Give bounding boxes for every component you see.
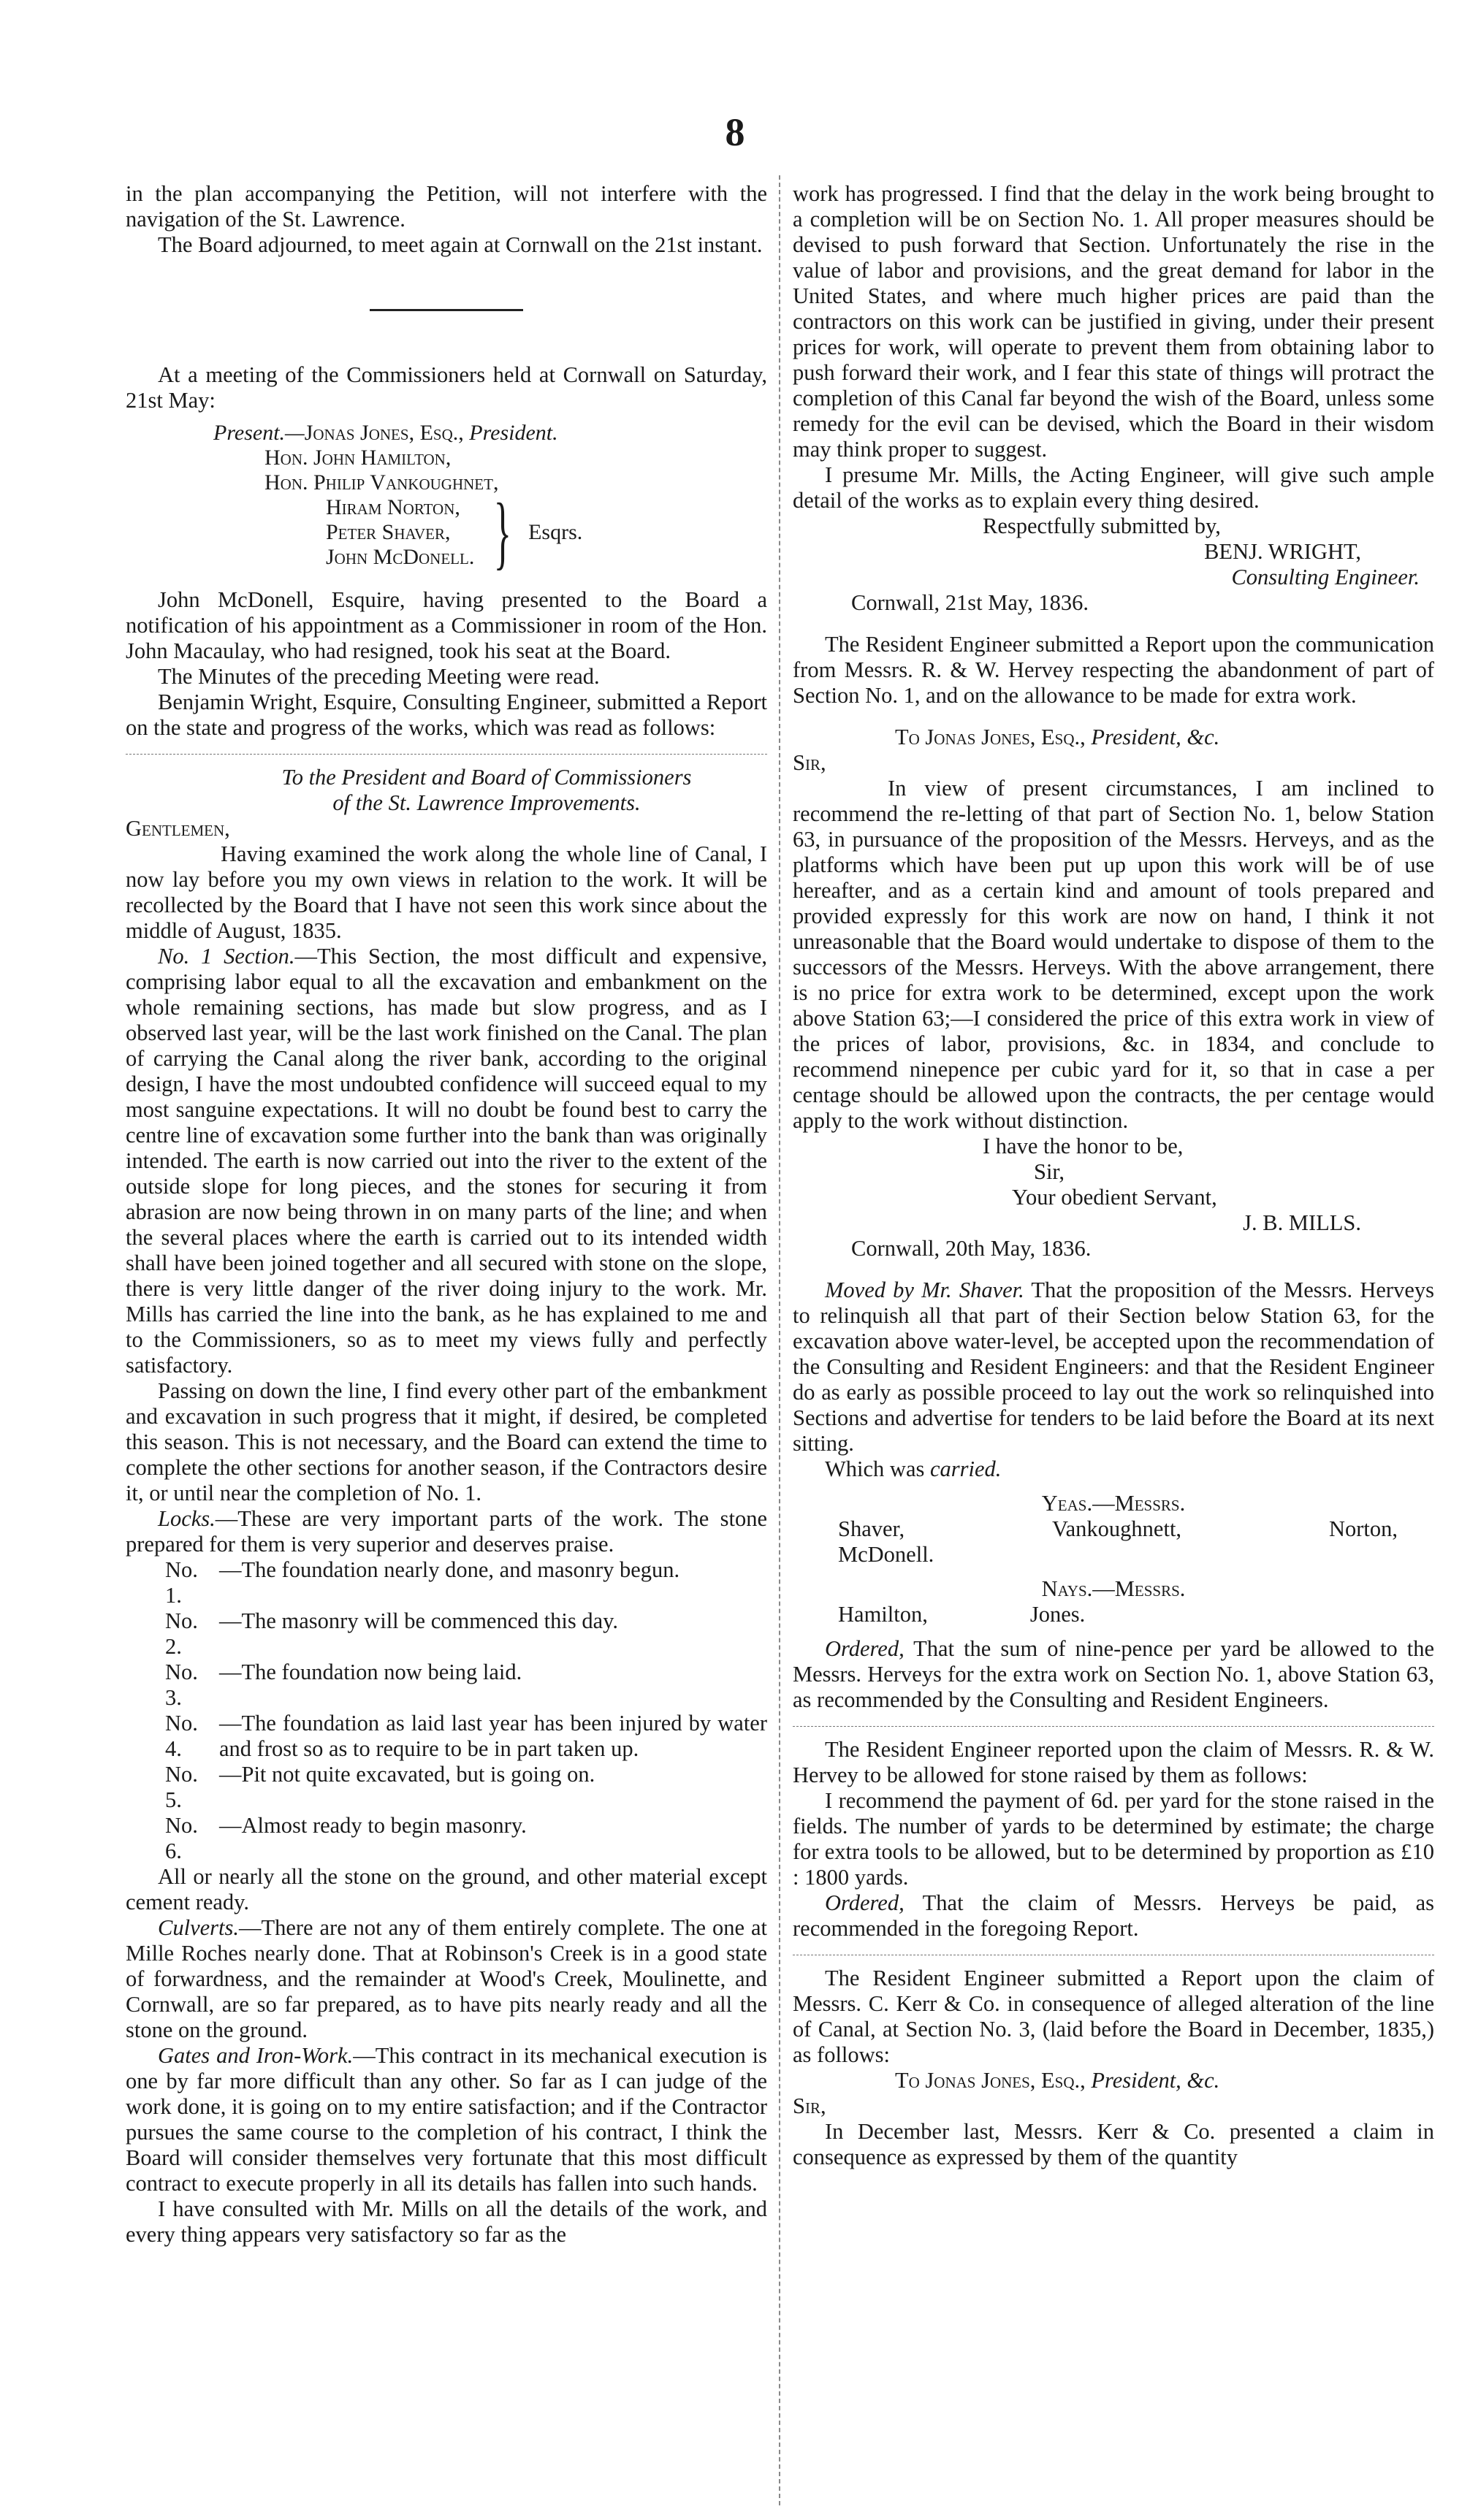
lock-number: No. 1. [165, 1557, 198, 1608]
date-line: Cornwall, 20th May, 1836. [851, 1236, 1092, 1261]
yeas-names [793, 1516, 1434, 1542]
member-name: Hon. Philip Vankoughnet, [264, 470, 499, 495]
signature-name: J. B. MILLS. [1243, 1210, 1361, 1235]
paragraph: In view of present circumstances, I am inclined to recommend the re-letting of that part of Section No. 1, below Station 63, in pursuance of the proposition of the Messrs. Herveys, and as the platforms which have been put up upon this work will be of use hereafter, and as a certain kind and amount of tools prepared and provided expressly for this work are now on hand, I think it not unreasonable that the Board would undertake to dispose of them to the successors of the Messrs. Herveys. With the above arrangement, there is no price for extra work to be determined, except upon the work above Station 63;—I considered the price of this extra work in view of the prices of labor, provisions, &c. in 1834, and conclude to recommend ninepence per cubic yard for it, so that in case a per centage should be allowed upon the contracts, the per centage would apply to the work without distinction. [793, 776, 1434, 1133]
paragraph: In December last, Messrs. Kerr & Co. presented a claim in consequence as expressed by them of the quantity [793, 2119, 1434, 2169]
paragraph: The Resident Engineer reported upon the claim of Messrs. R. & W. Hervey to be allowed for stone raised by them as follows: [793, 1737, 1434, 1787]
paragraph: I recommend the payment of 6d. per yard for the stone raised in the fields. The number of yards to be determined by estimate; the charge for extra tools to be allowed, but to be determined by proportion as £10 : 1800 yards. [793, 1788, 1434, 1890]
president-name: Jonas Jones, Esq., [304, 421, 470, 445]
list-item [165, 1557, 767, 1608]
salutation: Gentlemen, [126, 816, 230, 841]
list-item [165, 1660, 767, 1711]
voter-name: Vankoughnett, [1052, 1516, 1182, 1541]
paragraph: —These are very important parts of the work. The stone prepared for them is very superior and deserves praise. [126, 1506, 767, 1557]
lock-status: —The foundation now being laid. [219, 1660, 522, 1684]
closing-line: I have the honor to be, [983, 1134, 1184, 1158]
paragraph: That the sum of nine-pence per yard be allowed to the Messrs. Herveys for the extra work on Section No. 1, above Station 63, as recommended by the Consulting and Resident Engineers. [793, 1636, 1434, 1712]
addressee-title: President, &c. [1091, 725, 1220, 749]
voter-name: McDonell. [838, 1542, 934, 1567]
lock-number: No. 5. [165, 1762, 198, 1812]
page-number: 8 [725, 110, 745, 154]
paragraph: Benjamin Wright, Esquire, Consulting Engineer, submitted a Report on the state and progress of the works, which was read as follows: [126, 690, 767, 740]
president-title: President. [469, 421, 558, 445]
nays-names [793, 1602, 1434, 1627]
nays-header: Nays.—Messrs. [1041, 1576, 1186, 1601]
list-item [165, 1813, 767, 1864]
paragraph: I have consulted with Mr. Mills on all the details of the work, and every thing appears very satisfactory so far as the [126, 2196, 767, 2247]
salutation: Sir, [793, 750, 826, 775]
moved-label: Moved by Mr. Shaver. [825, 1278, 1024, 1302]
section-rule [370, 309, 523, 311]
carried-label: carried. [929, 1456, 1002, 1481]
gates-label: Gates and Iron-Work. [158, 2043, 354, 2068]
vote-nays [793, 1576, 1434, 1627]
list-item [165, 1711, 767, 1762]
lock-status: —Almost ready to begin masonry. [219, 1813, 527, 1838]
voter-name: Hamilton, [838, 1602, 928, 1627]
section-label: No. 1 Section. [158, 944, 295, 969]
closing-line: Your obedient Servant, [1012, 1185, 1217, 1210]
brace-symbol: } [494, 487, 512, 578]
present-label: Present.— [213, 421, 305, 445]
member-name: Hiram Norton, [326, 495, 460, 519]
member-name: Hon. John Hamilton, [264, 446, 452, 470]
list-item [165, 1608, 767, 1660]
locks-list [126, 1557, 767, 1864]
addressee-name: To Jonas Jones, Esq., [895, 2068, 1092, 2093]
present-list [213, 421, 767, 578]
right-column [793, 181, 1434, 2170]
ordered-label: Ordered, [825, 1890, 905, 1915]
paragraph: Having examined the work along the whole line of Canal, I now lay before you my own views in relation to the work. It will be recollected by the Board that I have not seen this work since about the middle of August, 1835. [126, 841, 767, 943]
lock-number: No. 2. [165, 1608, 198, 1659]
paragraph: work has progressed. I find that the delay in the work being brought to a completion will be on Section No. 1. All proper measures should be devised to push forward that Section. Unfortunately the rise in the value of labor and provisions, and the great demand for labor in the United States, and where much higher prices are paid than the contractors on this work can be justified in giving, under their present prices for work, will operate to prevent them from obtaining labor to push forward their work, and I fear this state of things will protract the completion of this Canal far beyond the wish of the Board, unless some remedy for the evil can be devised, which the Board in their wisdom may think proper to suggest. [793, 181, 1434, 462]
lock-number: No. 3. [165, 1660, 198, 1710]
vote-yeas [793, 1491, 1434, 1568]
signature-name: BENJ. WRIGHT, [1204, 539, 1361, 564]
member-name: Peter Shaver, [326, 520, 451, 544]
lock-status: —The foundation nearly done, and masonry begun. [219, 1557, 680, 1582]
yeas-header: Yeas.—Messrs. [1041, 1491, 1186, 1516]
paragraph: The Minutes of the preceding Meeting were read. [158, 664, 600, 689]
paragraph: That the proposition of the Messrs. Herveys to relinquish all that part of their Section below Station 63, for the excavation above water-level, be accepted upon the recommendation of the Consulting and Resident Engineers: and that the Resident Engineer do as early as possible proceed to lay out the work so relinquished into Sections and advertise for tenders to be laid before the Board at its next sitting. [793, 1278, 1434, 1456]
paragraph: The Resident Engineer submitted a Report upon the communication from Messrs. R. & W. Hervey respecting the abandonment of part of Section No. 1, and on the allowance to be made for extra work. [793, 632, 1434, 708]
lock-status: —The masonry will be commenced this day. [219, 1608, 619, 1633]
esqrs-label: Esqrs. [528, 520, 583, 544]
paragraph: —This contract in its mechanical execution is one by far more difficult than any other. So far as I can judge of the work done, it is going on to my entire satisfaction; and if the Contractor pursues the same course to the completion of his contract, I think the Board will consider themselves very fortunate that this most difficult contract to execute properly in all its details has fallen into such hands. [126, 2043, 767, 2196]
voter-name: Shaver, [838, 1516, 905, 1541]
address-heading: To the President and Board of Commissioners [281, 765, 692, 790]
lock-status: —The foundation as laid last year has been injured by water and frost so as to require to be in part taken up. [219, 1711, 767, 1761]
lock-status: —Pit not quite excavated, but is going on. [219, 1762, 595, 1787]
culverts-label: Culverts. [158, 1915, 239, 1940]
paragraph: The Resident Engineer submitted a Report upon the claim of Messrs. C. Kerr & Co. in consequence of alleged alteration of the line of Canal, at Section No. 3, (laid before the Board in December, 1835,) as follows: [793, 1966, 1434, 2067]
lock-number: No. 6. [165, 1813, 198, 1863]
ordered-label: Ordered, [825, 1636, 905, 1661]
locks-label: Locks. [158, 1506, 216, 1531]
left-column [126, 181, 767, 2248]
esqrs-group [213, 487, 767, 578]
respectfully-line: Respectfully submitted by, [983, 513, 1221, 538]
paragraph: John McDonell, Esquire, having presented to the Board a notification of his appointment as a Commissioner in room of the Hon. John Macaulay, who had resigned, took his seat at the Board. [126, 587, 767, 663]
list-item [165, 1762, 767, 1813]
addressee-title: President, &c. [1091, 2068, 1220, 2093]
member-name: John McDonell. [326, 545, 475, 569]
column-divider [779, 175, 780, 2505]
paragraph: in the plan accompanying the Petition, will not interfere with the navigation of the St. Lawrence. [126, 181, 767, 232]
paragraph: —This Section, the most difficult and expensive, comprising labor equal to all the excavation and embankment on the whole remaining sections, has made but slow progress, and as I observed last year, will be the last work finished on the Canal. The plan of carrying the Canal along the river bank, according to the original design, I have the most undoubted confidence will succeed equal to my most sanguine expectations. It will no doubt be found best to carry the centre line of excavation some further into the bank than was originally intended. The earth is now carried out into the river to the extent of the outside slope for long pieces, and the stones for securing it from abrasion are now being thrown in on many parts of the line; and when the several places where the earth is carried out to its intended width shall have been joined together and all secured with stone on the slope, there is very little danger of the river doing injury to the work. Mr. Mills has carried the line into the bank, as he has explained to me and to the Commissioners, so as to meet my views fully and perfectly satisfactory. [126, 944, 767, 1378]
voter-name: Jones. [1029, 1602, 1086, 1627]
paragraph: I presume Mr. Mills, the Acting Engineer, will give such ample detail of the works as to explain every thing desired. [793, 462, 1434, 513]
meeting-heading: At a meeting of the Commissioners held at Cornwall on Saturday, 21st May: [126, 362, 767, 413]
closing-line: Sir, [1034, 1159, 1065, 1184]
lock-number: No. 4. [165, 1711, 198, 1761]
paragraph: All or nearly all the stone on the ground, and other material except cement ready. [126, 1864, 767, 1914]
salutation: Sir, [793, 2093, 826, 2118]
address-heading: of the St. Lawrence Improvements. [332, 790, 641, 815]
paragraph: —There are not any of them entirely complete. The one at Mille Roches nearly done. That at Robinson's Creek is in a good state of forwardness, and the remainder at Wood's Creek, Moulinette, and Cornwall, are so far prepared, as to have pits nearly ready and all the stone on the ground. [126, 1915, 767, 2042]
addressee-name: To Jonas Jones, Esq., [895, 725, 1092, 749]
signature-title: Consulting Engineer. [1231, 565, 1420, 589]
voter-name: Norton, [1328, 1516, 1398, 1541]
paragraph: The Board adjourned, to meet again at Cornwall on the 21st instant. [158, 232, 763, 257]
date-line: Cornwall, 21st May, 1836. [851, 590, 1089, 615]
paragraph: That the claim of Messrs. Herveys be paid, as recommended in the foregoing Report. [793, 1890, 1434, 1941]
paragraph: Passing on down the line, I find every other part of the embankment and excavation in such progress that it might, if desired, be completed this season. This is not necessary, and the Board can extend the time to complete the other sections for another season, if the Contractors desire it, or until near the completion of No. 1. [126, 1378, 767, 1505]
divider [126, 754, 767, 755]
which-was: Which was [825, 1456, 930, 1481]
divider [793, 1726, 1434, 1727]
